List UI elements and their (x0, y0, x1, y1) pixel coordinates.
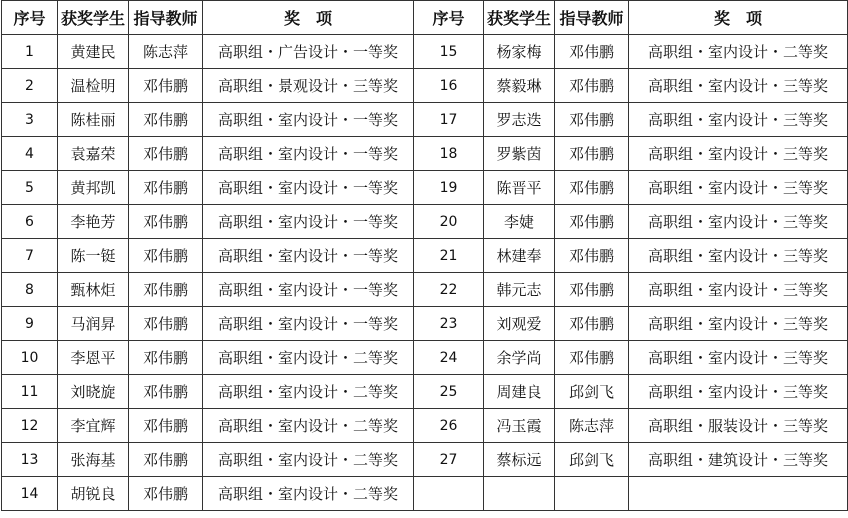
cell-no: 22 (414, 273, 484, 307)
cell-teacher: 陈志萍 (555, 409, 629, 443)
cell-teacher: 邓伟鹏 (129, 273, 203, 307)
table-row (2, 341, 848, 375)
cell-award: 高职组・室内设计・一等奖 (203, 103, 414, 137)
cell-teacher: 邓伟鹏 (555, 239, 629, 273)
cell-no: 17 (414, 103, 484, 137)
cell-award: 高职组・服装设计・三等奖 (629, 409, 848, 443)
cell-teacher: 邓伟鹏 (129, 205, 203, 239)
table-row (2, 443, 848, 477)
cell-student: 陈桂丽 (58, 103, 129, 137)
header-row (2, 1, 848, 35)
header-award: 奖 项 (629, 1, 848, 35)
cell-award: 高职组・室内设计・一等奖 (203, 171, 414, 205)
header-teacher: 指导教师 (129, 1, 203, 35)
cell-teacher: 邓伟鹏 (129, 69, 203, 103)
cell-award: 高职组・室内设计・二等奖 (203, 375, 414, 409)
cell-teacher: 邓伟鹏 (129, 477, 203, 511)
cell-no: 27 (414, 443, 484, 477)
cell-student: 甄林炬 (58, 273, 129, 307)
cell-teacher: 邓伟鹏 (129, 341, 203, 375)
cell-award: 高职组・建筑设计・三等奖 (629, 443, 848, 477)
table-row (2, 171, 848, 205)
cell-award: 高职组・室内设计・二等奖 (203, 341, 414, 375)
table-row (2, 477, 848, 511)
cell-student: 刘晓旋 (58, 375, 129, 409)
cell-student: 蔡毅琳 (484, 69, 555, 103)
cell-award: 高职组・室内设计・二等奖 (203, 443, 414, 477)
cell-award: 高职组・室内设计・三等奖 (629, 273, 848, 307)
cell-award: 高职组・室内设计・三等奖 (629, 103, 848, 137)
cell-no: 21 (414, 239, 484, 273)
cell-no: 20 (414, 205, 484, 239)
cell-no: 8 (2, 273, 58, 307)
cell-teacher: 邓伟鹏 (129, 239, 203, 273)
cell-student: 罗志迭 (484, 103, 555, 137)
cell-teacher: 邓伟鹏 (555, 307, 629, 341)
cell-student: 杨家梅 (484, 35, 555, 69)
cell-teacher: 邓伟鹏 (555, 69, 629, 103)
cell-teacher: 邱剑飞 (555, 375, 629, 409)
table-row (2, 307, 848, 341)
cell-student: 胡锐良 (58, 477, 129, 511)
cell-student: 温检明 (58, 69, 129, 103)
cell-no (414, 477, 484, 511)
table-row (2, 409, 848, 443)
cell-no: 13 (2, 443, 58, 477)
cell-no: 7 (2, 239, 58, 273)
cell-award: 高职组・广告设计・一等奖 (203, 35, 414, 69)
header-no: 序号 (414, 1, 484, 35)
table-row (2, 69, 848, 103)
cell-student: 李恩平 (58, 341, 129, 375)
cell-student: 余学尚 (484, 341, 555, 375)
cell-no: 4 (2, 137, 58, 171)
cell-teacher (555, 477, 629, 511)
cell-no: 26 (414, 409, 484, 443)
cell-teacher: 邓伟鹏 (129, 375, 203, 409)
cell-no: 12 (2, 409, 58, 443)
cell-no: 23 (414, 307, 484, 341)
cell-award: 高职组・室内设计・一等奖 (203, 273, 414, 307)
cell-student: 黄建民 (58, 35, 129, 69)
cell-award: 高职组・室内设计・三等奖 (629, 341, 848, 375)
cell-no: 2 (2, 69, 58, 103)
table-row (2, 239, 848, 273)
cell-student: 冯玉霞 (484, 409, 555, 443)
cell-no: 11 (2, 375, 58, 409)
cell-award: 高职组・室内设计・三等奖 (629, 375, 848, 409)
cell-award (629, 477, 848, 511)
cell-award: 高职组・室内设计・二等奖 (203, 409, 414, 443)
cell-student: 韩元志 (484, 273, 555, 307)
cell-no: 1 (2, 35, 58, 69)
cell-student (484, 477, 555, 511)
cell-student: 李艳芳 (58, 205, 129, 239)
cell-teacher: 陈志萍 (129, 35, 203, 69)
cell-no: 16 (414, 69, 484, 103)
cell-award: 高职组・室内设计・三等奖 (629, 307, 848, 341)
table-row (2, 375, 848, 409)
cell-teacher: 邓伟鹏 (555, 171, 629, 205)
table-row (2, 35, 848, 69)
cell-award: 高职组・室内设计・三等奖 (629, 205, 848, 239)
cell-award: 高职组・室内设计・三等奖 (629, 137, 848, 171)
awards-table (1, 0, 848, 511)
header-teacher: 指导教师 (555, 1, 629, 35)
cell-teacher: 邓伟鹏 (555, 137, 629, 171)
cell-teacher: 邓伟鹏 (129, 409, 203, 443)
cell-no: 3 (2, 103, 58, 137)
cell-no: 6 (2, 205, 58, 239)
cell-teacher: 邓伟鹏 (129, 137, 203, 171)
cell-student: 陈一铤 (58, 239, 129, 273)
cell-student: 马润昇 (58, 307, 129, 341)
cell-no: 5 (2, 171, 58, 205)
cell-award: 高职组・室内设计・一等奖 (203, 205, 414, 239)
table-body (2, 35, 848, 511)
cell-student: 黄邦凯 (58, 171, 129, 205)
cell-student: 袁嘉荣 (58, 137, 129, 171)
cell-student: 蔡标远 (484, 443, 555, 477)
cell-award: 高职组・室内设计・三等奖 (629, 239, 848, 273)
header-student: 获奖学生 (58, 1, 129, 35)
cell-no: 10 (2, 341, 58, 375)
cell-teacher: 邓伟鹏 (555, 205, 629, 239)
cell-student: 李婕 (484, 205, 555, 239)
cell-award: 高职组・室内设计・三等奖 (629, 171, 848, 205)
cell-no: 24 (414, 341, 484, 375)
cell-no: 19 (414, 171, 484, 205)
cell-teacher: 邓伟鹏 (555, 341, 629, 375)
table-row (2, 273, 848, 307)
cell-no: 15 (414, 35, 484, 69)
table-row (2, 205, 848, 239)
cell-student: 罗紫茵 (484, 137, 555, 171)
table-row (2, 103, 848, 137)
header-student: 获奖学生 (484, 1, 555, 35)
cell-award: 高职组・室内设计・二等奖 (203, 477, 414, 511)
cell-award: 高职组・景观设计・三等奖 (203, 69, 414, 103)
cell-student: 陈晋平 (484, 171, 555, 205)
cell-student: 张海基 (58, 443, 129, 477)
cell-teacher: 邓伟鹏 (129, 103, 203, 137)
cell-student: 刘观爱 (484, 307, 555, 341)
table-row (2, 137, 848, 171)
cell-no: 18 (414, 137, 484, 171)
cell-student: 林建奉 (484, 239, 555, 273)
cell-teacher: 邓伟鹏 (129, 443, 203, 477)
cell-award: 高职组・室内设计・一等奖 (203, 137, 414, 171)
cell-teacher: 邓伟鹏 (555, 103, 629, 137)
cell-award: 高职组・室内设计・一等奖 (203, 239, 414, 273)
cell-teacher: 邓伟鹏 (555, 35, 629, 69)
cell-student: 李宜辉 (58, 409, 129, 443)
cell-award: 高职组・室内设计・一等奖 (203, 307, 414, 341)
header-no: 序号 (2, 1, 58, 35)
cell-award: 高职组・室内设计・二等奖 (629, 35, 848, 69)
cell-teacher: 邓伟鹏 (129, 171, 203, 205)
header-award: 奖 项 (203, 1, 414, 35)
cell-student: 周建良 (484, 375, 555, 409)
cell-no: 25 (414, 375, 484, 409)
cell-no: 14 (2, 477, 58, 511)
cell-teacher: 邱剑飞 (555, 443, 629, 477)
cell-teacher: 邓伟鹏 (129, 307, 203, 341)
cell-no: 9 (2, 307, 58, 341)
cell-teacher: 邓伟鹏 (555, 273, 629, 307)
cell-award: 高职组・室内设计・三等奖 (629, 69, 848, 103)
